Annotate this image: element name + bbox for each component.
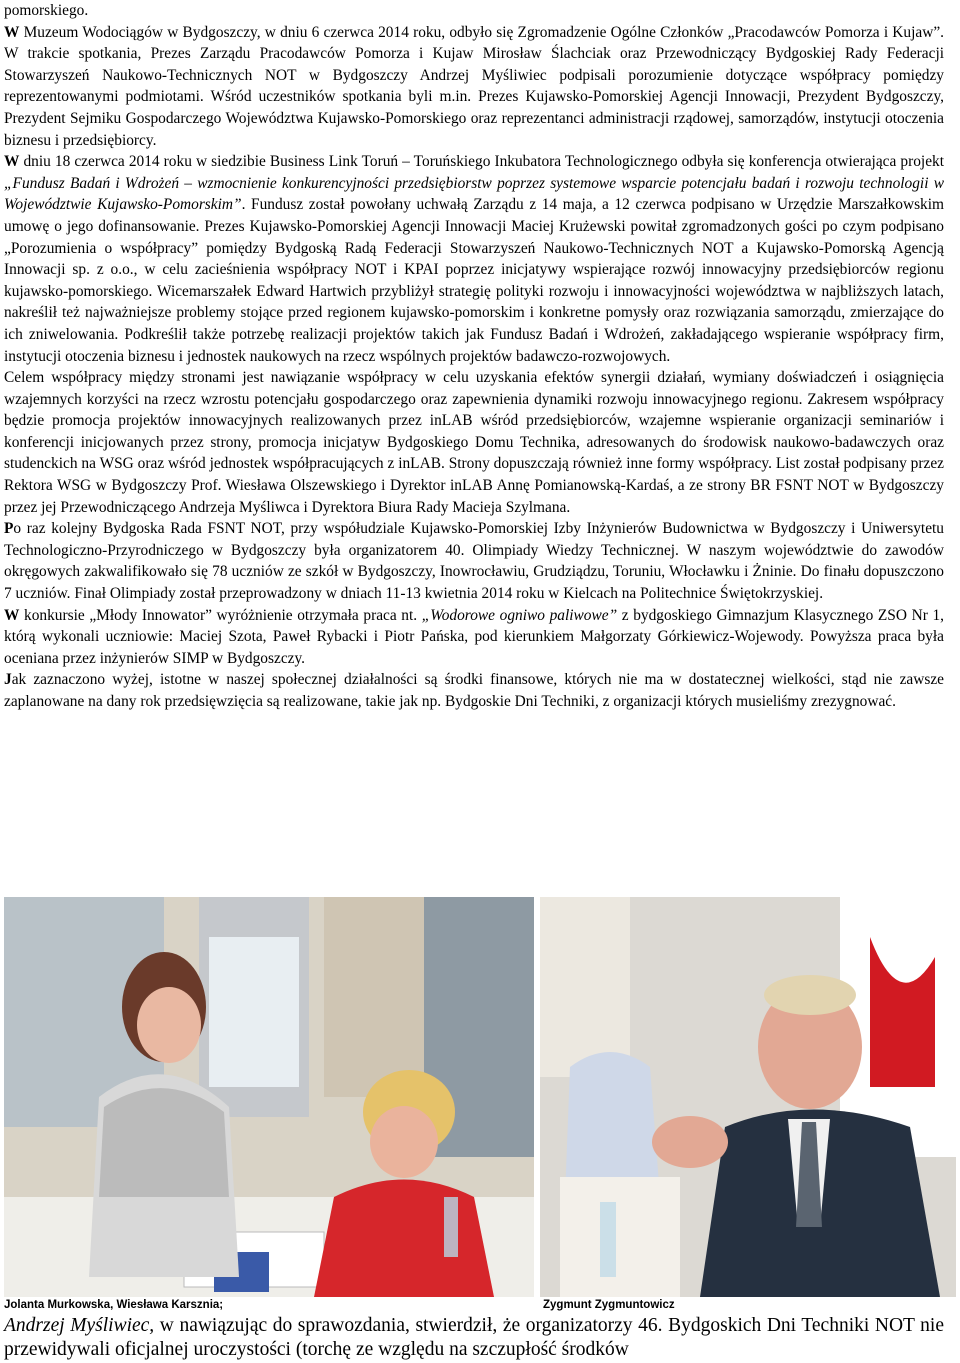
photo-man-illustration — [540, 897, 956, 1297]
paragraph-3-text-after: . Fundusz został powołany uchwałą Zarządu z 14 maja, a 12 czerwca podpisano w Urzędzie Marszałkowskim umowę o jego dofinansowanie. Prezes Kujawsko-Pomorskiej Agencji Innowacji Maciej Krużewski powitał zgromadzonych gości po czym podpisano „Porozumienia o współpracy” pomiędzy Bydgoską Radą Federacji Stowarzyszeń Naukowo-Technicznych NOT a Kujawsko-Pomorską Agencją Innowacji sp. z o.o., w celu zacieśnienia współpracy NOT i KPAI poprzez inicjatywy wspierające rozwój innowacyjny przedsiębiorców regionu kujawsko-pomorskiego. Wicemarszałek Edward Hartwich przybliżył strategię polityki rozwoju i innowacyjności województwa w najbliższych latach, nakreślił też najważniejsze problemy stojące przed regionem kujawsko-pomorskim i konkretne pomysły oraz rozwiązania samorządu, zmierzające do ich zniwelowania. Podkreślił także potrzebę realizacji projektów takich jak Fundusz Badań i Wdrożeń, zakładającego wspieranie współpracy firm, instytucji otoczenia biznesu i jednostek naukowych na rzecz wspólnych projektów badawczo-rozwojowych. — [4, 196, 945, 365]
paragraph-3-text-before: dniu 18 czerwca 2014 roku w siedzibie Business Link Toruń – Toruńskiego Inkubatora Technologicznego odbyła się konferencja otwierająca projekt — [19, 153, 944, 171]
caption-right: Zygmunt Zygmuntowicz — [543, 1299, 675, 1311]
paragraph-5-text: o raz kolejny Bydgoska Rada FSNT NOT, przy współudziale Kujawsko-Pomorskiej Izby Inżynierów Budownictwa w Bydgoszczy i Uniwersytetu Technologiczno-Przyrodniczego w Bydgoszczy była organizatorem 40. Olimpiady Wiedzy Technicznej. W naszym województwie do zawodów okręgowych zakwalifikowało się 78 uczniów ze szkół w Bydgoszczy, Inowrocławiu, Grudziądzu, Toruniu, Włocławku i Żninie. Do finału dopuszczono 7 uczniów. Finał Olimpiady został przeprowadzony w dniach 11-13 kwietnia 2014 roku w Kielcach na Politechnice Świętokrzyskiej. — [4, 520, 944, 603]
paragraph-7-text: ak zaznaczono wyżej, istotne w naszej społecznej działalności są środki finansowe, których nie ma w dostatecznej wielkości, stąd nie zawsze zaplanowane na dany rok przedsięwzięcia są realizowane, takie jak np. Bydgoskie Dni Techniki, z organizacji których musieliśmy zrezygnować. — [4, 671, 944, 710]
paragraph-6-work-title: „Wodorowe ogniwo paliwowe” — [421, 606, 618, 624]
closing-paragraph-text: w nawiązując do sprawozdania, stwierdził, że organizatorzy 46. Bydgoskich Dni Techniki NOT nie przewidywali oficjalnej uroczystości (torchę ze względu na szczupłość środków — [4, 1315, 944, 1360]
paragraph-5-lead: P — [4, 520, 14, 538]
photo-two-women-meeting — [4, 897, 534, 1297]
paragraph-3-lead: W — [4, 153, 20, 171]
paragraph-6-text-after: z bydgoskiego Gimnazjum Klasycznego ZSO Nr 1, którą wykonali uczniowie: Maciej Szota, Paweł Rybacki i Piotr Pańska, pod kierunkiem Małgorzaty Górkiewicz-Wojewody. Powyższa praca była oceniana przez inżynierów SIMP w Bydgoszczy. — [4, 606, 944, 667]
paragraph-6 — [4, 605, 944, 670]
paragraph-4 — [4, 367, 944, 518]
paragraph-3 — [4, 151, 944, 367]
photo-row — [4, 897, 956, 1297]
paragraph-6-text-before: konkursie „Młody Innowator” wyróżnienie otrzymała praca nt. — [19, 606, 422, 624]
paragraph-2 — [4, 22, 944, 152]
paragraph-1-text: pomorskiego. — [4, 2, 89, 19]
paragraph-6-lead: W — [4, 606, 20, 624]
paragraph-7-lead: J — [4, 671, 12, 689]
paragraph-7 — [4, 669, 944, 712]
paragraph-5 — [4, 518, 944, 604]
paragraph-2-text: Muzeum Wodociągów w Bydgoszczy, w dniu 6 czerwca 2014 roku, odbyło się Zgromadzenie Ogólne Członków „Pracodawców Pomorza i Kujaw”. W trakcie spotkania, Prezes Zarządu Pracodawców Pomorza i Kujaw Mirosław Ślachciak oraz Przewodniczący Bydgoskiej Rady Federacji Stowarzyszeń Naukowo-Technicznych NOT w Bydgoszczy Andrzej Myśliwiec podpisali porozumienie dotyczące współpracy pomiędzy reprezentowanymi podmiotami. Wśród uczestników spotkania byli m.in. Prezes Kujawsko-Pomorskiej Agencji Innowacji, Prezydent Bydgoszczy, Prezydent Sejmiku Gospodarczego Województwa Kujawsko-Pomorskiego oraz reprezentanci administracji rządowej, samorządów, instytucji otoczenia biznesu i przedsiębiorcy. — [4, 23, 944, 149]
photo-captions — [4, 1296, 956, 1314]
article-body — [4, 0, 944, 713]
photo-two-women-illustration — [4, 897, 534, 1297]
photo-man-speaking — [540, 897, 956, 1297]
paragraph-2-lead: W — [4, 23, 20, 41]
closing-paragraph — [4, 1314, 944, 1362]
paragraph-3-project-title: „Fundusz Badań i Wdrożeń – wzmocnienie konkurencyjności przedsiębiorstw poprzez systemowe wsparcie potencjału badań i rozwoju technologii w Województwie Kujawsko-Pomorskim” — [4, 174, 944, 214]
caption-left: Jolanta Murkowska, Wiesława Karsznia; — [4, 1299, 224, 1311]
paragraph-1 — [4, 0, 944, 22]
paragraph-4-text: Celem współpracy między stronami jest nawiązanie współpracy w celu uzyskania efektów synergii działań, wymiany doświadczeń i osiągnięcia wzajemnych korzyści na rzecz wzrostu potencjału gospodarczego oraz zapewnienia dynamiki rozwoju innowacyjnego regionu. Zakresem współpracy będzie promocja projektów innowacyjnych realizowanych przez inLAB wśród przedsiębiorców, wzajemne wspieranie organizacji seminariów i konferencji inicjowanych przez strony, promocja inicjatyw Bydgoskiego Domu Technika, adresowanych do środowisk naukowo-badawczych oraz studenckich na WSG oraz wśród jednostek współpracujących z inLAB. Strony dopuszczają również inne formy współpracy. List został podpisany przez Rektora WSG w Bydgoszczy Prof. Wiesława Olszewskiego i Dyrektor inLAB Annę Pomianowską-Kardaś, a ze strony BR FSNT NOT w Bydgoszczy przez jej Przewodniczącego Andrzeja Myśliwca i Dyrektora Biura Rady Macieja Szylmana. — [4, 369, 944, 516]
closing-paragraph-name: Andrzej Myśliwiec, — [4, 1315, 155, 1336]
